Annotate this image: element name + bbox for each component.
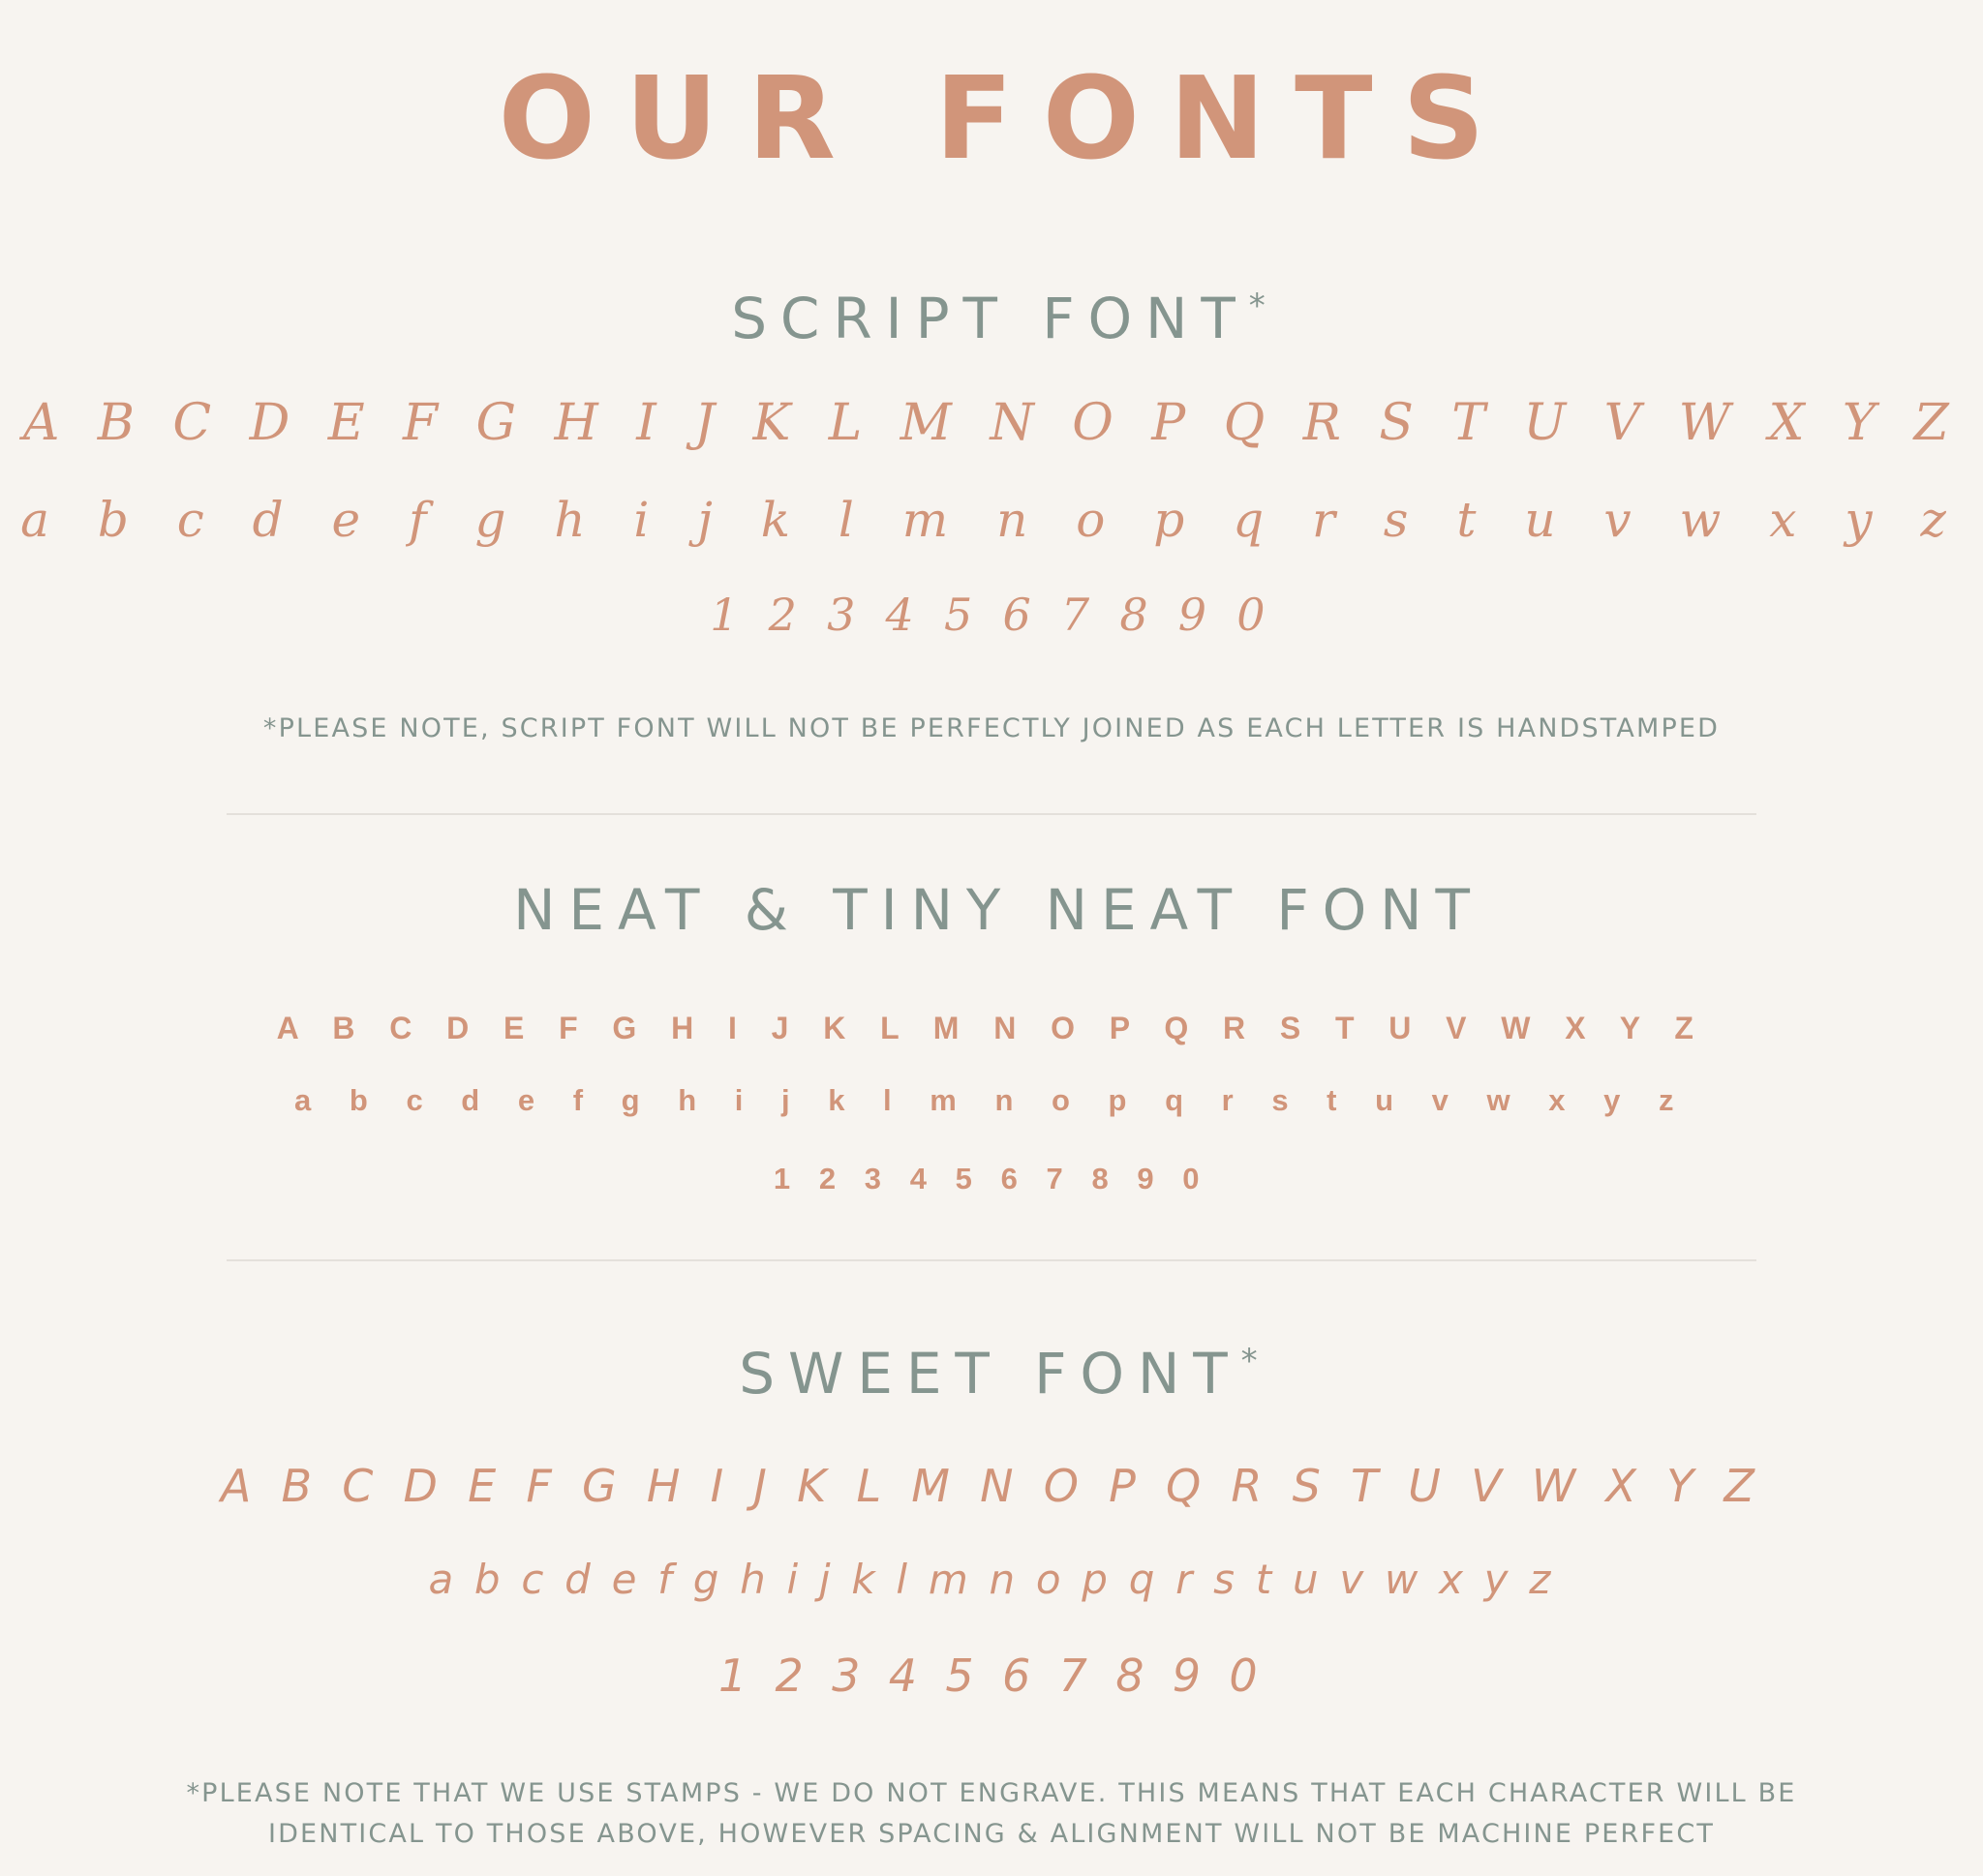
sweet-lowercase-sample: a b c d e f g h i j k l m n o p q r s t u v w x y z [428, 1556, 1555, 1603]
neat-font-title: NEAT & TINY NEAT FONT [513, 877, 1483, 943]
section-divider [227, 813, 1756, 815]
sweet-font-title [0, 1322, 1983, 1412]
sweet-numbers-sample: 1 2 3 4 5 6 7 8 9 0 [717, 1649, 1266, 1702]
neat-uppercase-sample: A B C D E F G H I J K L M N O P Q R S T U V W X Y Z [276, 1011, 1707, 1045]
footer-note-line-1: *PLEASE NOTE THAT WE USE STAMPS - WE DO NOT ENGRAVE. THIS MEANS THAT EACH CHARACTER WILL BE [186, 1778, 1797, 1808]
footer-note-line-2: IDENTICAL TO THOSE ABOVE, HOWEVER SPACING & ALIGNMENT WILL NOT BE MACHINE PERFECT [267, 1819, 1716, 1849]
sweet-font-asterisk: * [1240, 1342, 1258, 1380]
sweet-font-title-text: SWEET FONT [739, 1341, 1241, 1407]
script-font-title-text: SCRIPT FONT [731, 286, 1249, 351]
neat-numbers-sample: 1 2 3 4 5 6 7 8 9 0 [773, 1162, 1210, 1195]
script-font-note: *PLEASE NOTE, SCRIPT FONT WILL NOT BE PERFECTLY JOINED AS EACH LETTER IS HANDSTAMPED [262, 713, 1721, 743]
script-numbers-sample: 1 2 3 4 5 6 7 8 9 0 [710, 589, 1273, 641]
sweet-uppercase-sample: A B C D E F G H I J K L M N O P Q R S T U V W X Y Z [220, 1460, 1763, 1512]
script-uppercase-sample: A B C D E F G H I J K L M N O P Q R S T U V W X Y Z [22, 394, 1961, 452]
script-font-asterisk: * [1248, 287, 1266, 325]
script-lowercase-sample: a b c d e f g h i j k l m n o p q r s t u v w x y z [20, 492, 1963, 548]
script-font-title [0, 267, 1983, 357]
section-divider [227, 1259, 1756, 1261]
neat-lowercase-sample: a b c d e f g h i j k l m n o p q r s t u v w x y z [294, 1083, 1689, 1117]
page-title: OUR FONTS [498, 51, 1514, 185]
